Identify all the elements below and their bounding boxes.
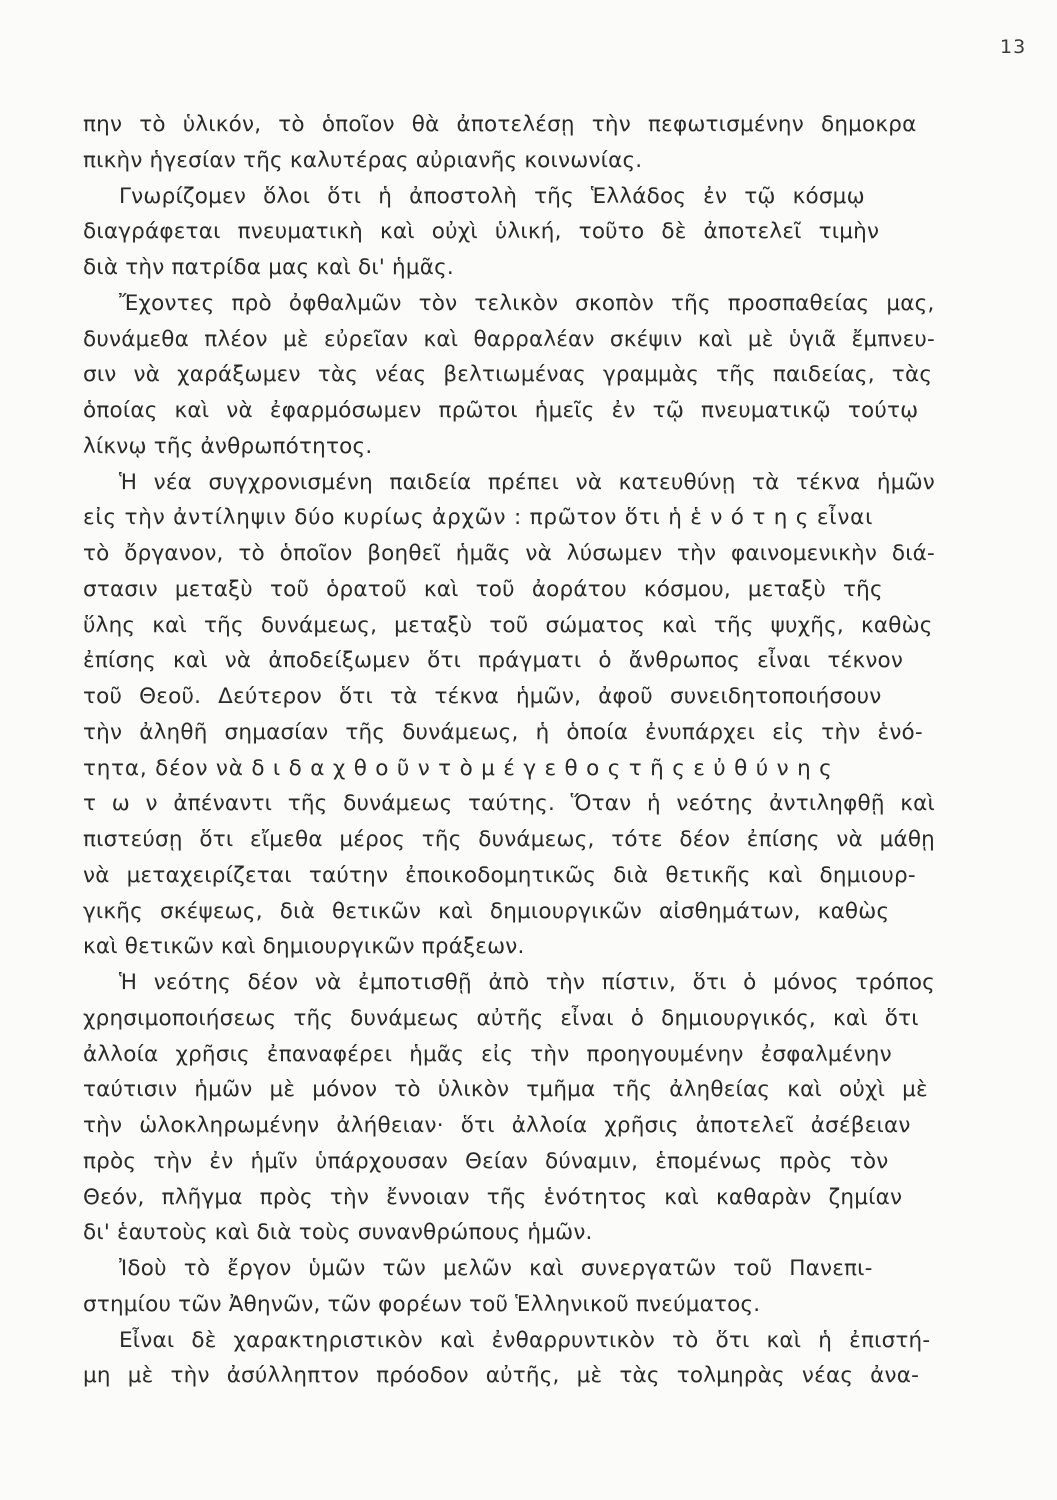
text-line: Γνωρίζομεν ὅλοι ὅτι ἡ ἀποστολὴ τῆς Ἑλλάδος ἐν τῷ κόσμῳ: [119, 183, 865, 209]
text-line: Εἶναι δὲ χαρακτηριστικὸν καὶ ἐνθαρρυντικὸν τὸ ὅτι καὶ ἡ ἐπιστή-: [119, 1327, 931, 1353]
text-line: τὸ ὄργανον, τὸ ὁποῖον βοηθεῖ ἡμᾶς νὰ λύσωμεν τὴν φαινομενικὴν διά-: [83, 541, 935, 566]
text-line: στασιν μεταξὺ τοῦ ὁρατοῦ καὶ τοῦ ἀοράτου κόσμου, μεταξὺ τῆς: [83, 576, 883, 602]
text-line: τητα, δέον νὰ δ ι δ α χ θ ο ῦ ν τ ὸ μ έ γ ε θ ο ς τ ῆ ς ε ὐ θ ύ ν η ς: [83, 755, 833, 781]
text-line: ἀλλοία χρῆσις ἐπαναφέρει ἡμᾶς εἰς τὴν προηγουμένην ἐσφαλμένην: [83, 1041, 892, 1067]
text-line: ταύτισιν ἡμῶν μὲ μόνον τὸ ὑλικὸν τμῆμα τῆς ἀληθείας καὶ οὐχὶ μὲ: [83, 1077, 928, 1103]
text-line: πην τὸ ὑλικόν, τὸ ὁποῖον θὰ ἀποτελέσῃ τὴν πεφωτισμένην δημοκρα: [83, 112, 917, 137]
text-line: εἰς τὴν ἀντίληψιν δύο κυρίως ἀρχῶν : πρῶτον ὅτι ἡ ἑ ν ό τ η ς εἶναι: [83, 505, 874, 531]
text-line: ὁποίας καὶ νὰ ἐφαρμόσωμεν πρῶτοι ἡμεῖς ἐν τῷ πνευματικῷ τούτῳ: [83, 398, 919, 423]
text-line: τὴν ὡλοκληρωμένην ἀλήθειαν· ὅτι ἀλλοία χρῆσις ἀποτελεῖ ἀσέβειαν: [83, 1113, 911, 1138]
text-line: σιν νὰ χαράξωμεν τὰς νέας βελτιωμένας γραμμὰς τῆς παιδείας, τὰς: [83, 362, 933, 388]
text-line: καὶ θετικῶν καὶ δημιουργικῶν πράξεων.: [83, 934, 525, 960]
text-line: Ἡ νεότης δέον νὰ ἐμποτισθῇ ἀπὸ τὴν πίστιν, ὅτι ὁ μόνος τρόπος: [119, 970, 935, 995]
text-line: δυνάμεθα πλέον μὲ εὐρεῖαν καὶ θαρραλέαν σκέψιν καὶ μὲ ὑγιᾶ ἔμπνευ-: [83, 326, 935, 352]
text-line: πιστεύσῃ ὅτι εἴμεθα μέρος τῆς δυνάμεως, τότε δέον ἐπίσης νὰ μάθῃ: [83, 827, 935, 852]
text-line: Ἰδοὺ τὸ ἔργον ὑμῶν τῶν μελῶν καὶ συνεργατῶν τοῦ Πανεπι-: [119, 1256, 873, 1281]
text-line: χρησιμοποιήσεως τῆς δυνάμεως αὐτῆς εἶναι ὁ δημιουργικός, καὶ ὅτι: [83, 1005, 919, 1031]
text-line: τοῦ Θεοῦ. Δεύτερον ὅτι τὰ τέκνα ἡμῶν, ἀφοῦ συνειδητοποιήσουν: [83, 684, 882, 709]
text-line: Θεόν, πλῆγμα πρὸς τὴν ἔννοιαν τῆς ἑνότητος καὶ καθαρὰν ζημίαν: [83, 1184, 903, 1210]
page-number: 13: [1000, 36, 1027, 58]
text-line: μη μὲ τὴν ἀσύλληπτον πρόοδον αὐτῆς, μὲ τὰς τολμηρὰς νέας ἀνα-: [83, 1363, 920, 1389]
text-line: πρὸς τὴν ἐν ἡμῖν ὑπάρχουσαν Θείαν δύναμιν, ἑπομένως πρὸς τὸν: [83, 1148, 889, 1174]
body-text: [83, 107, 935, 1394]
text-line: στημίου τῶν Ἀθηνῶν, τῶν φορέων τοῦ Ἑλληνικοῦ πνεύματος.: [83, 1291, 761, 1317]
text-line: διαγράφεται πνευματικὴ καὶ οὐχὶ ὑλική, τοῦτο δὲ ἀποτελεῖ τιμὴν: [83, 219, 880, 245]
text-line: ὕλης καὶ τῆς δυνάμεως, μεταξὺ τοῦ σώματος καὶ τῆς ψυχῆς, καθὼς: [83, 612, 933, 638]
text-line: τὴν ἀληθῆ σημασίαν τῆς δυνάμεως, ἡ ὁποία ἐνυπάρχει εἰς τὴν ἑνό-: [83, 719, 923, 745]
text-line: δι' ἑαυτοὺς καὶ διὰ τοὺς συνανθρώπους ἡμῶν.: [83, 1220, 593, 1246]
text-line: λίκνῳ τῆς ἀνθρωπότητος.: [83, 433, 373, 459]
text-line: ἐπίσης καὶ νὰ ἀποδείξωμεν ὅτι πράγματι ὁ ἄνθρωπος εἶναι τέκνον: [83, 648, 904, 674]
text-line: πικὴν ἡγεσίαν τῆς καλυτέρας αὐριανῆς κοινωνίας.: [83, 147, 643, 173]
text-line: τ ω ν ἀπέναντι τῆς δυνάμεως ταύτης. Ὅταν ἡ νεότης ἀντιληφθῇ καὶ: [83, 791, 935, 817]
text-line: Ἔχοντες πρὸ ὀφθαλμῶν τὸν τελικὸν σκοπὸν τῆς προσπαθείας μας,: [119, 290, 935, 316]
text-line: διὰ τὴν πατρίδα μας καὶ δι' ἡμᾶς.: [83, 255, 454, 280]
text-line: νὰ μεταχειρίζεται ταύτην ἐποικοδομητικῶς διὰ θετικῆς καὶ δημιουρ-: [83, 862, 916, 888]
text-line: Ἡ νέα συγχρονισμένη παιδεία πρέπει νὰ κατευθύνῃ τὰ τέκνα ἡμῶν: [119, 469, 935, 495]
text-line: γικῆς σκέψεως, διὰ θετικῶν καὶ δημιουργικῶν αἰσθημάτων, καθὼς: [83, 898, 890, 924]
